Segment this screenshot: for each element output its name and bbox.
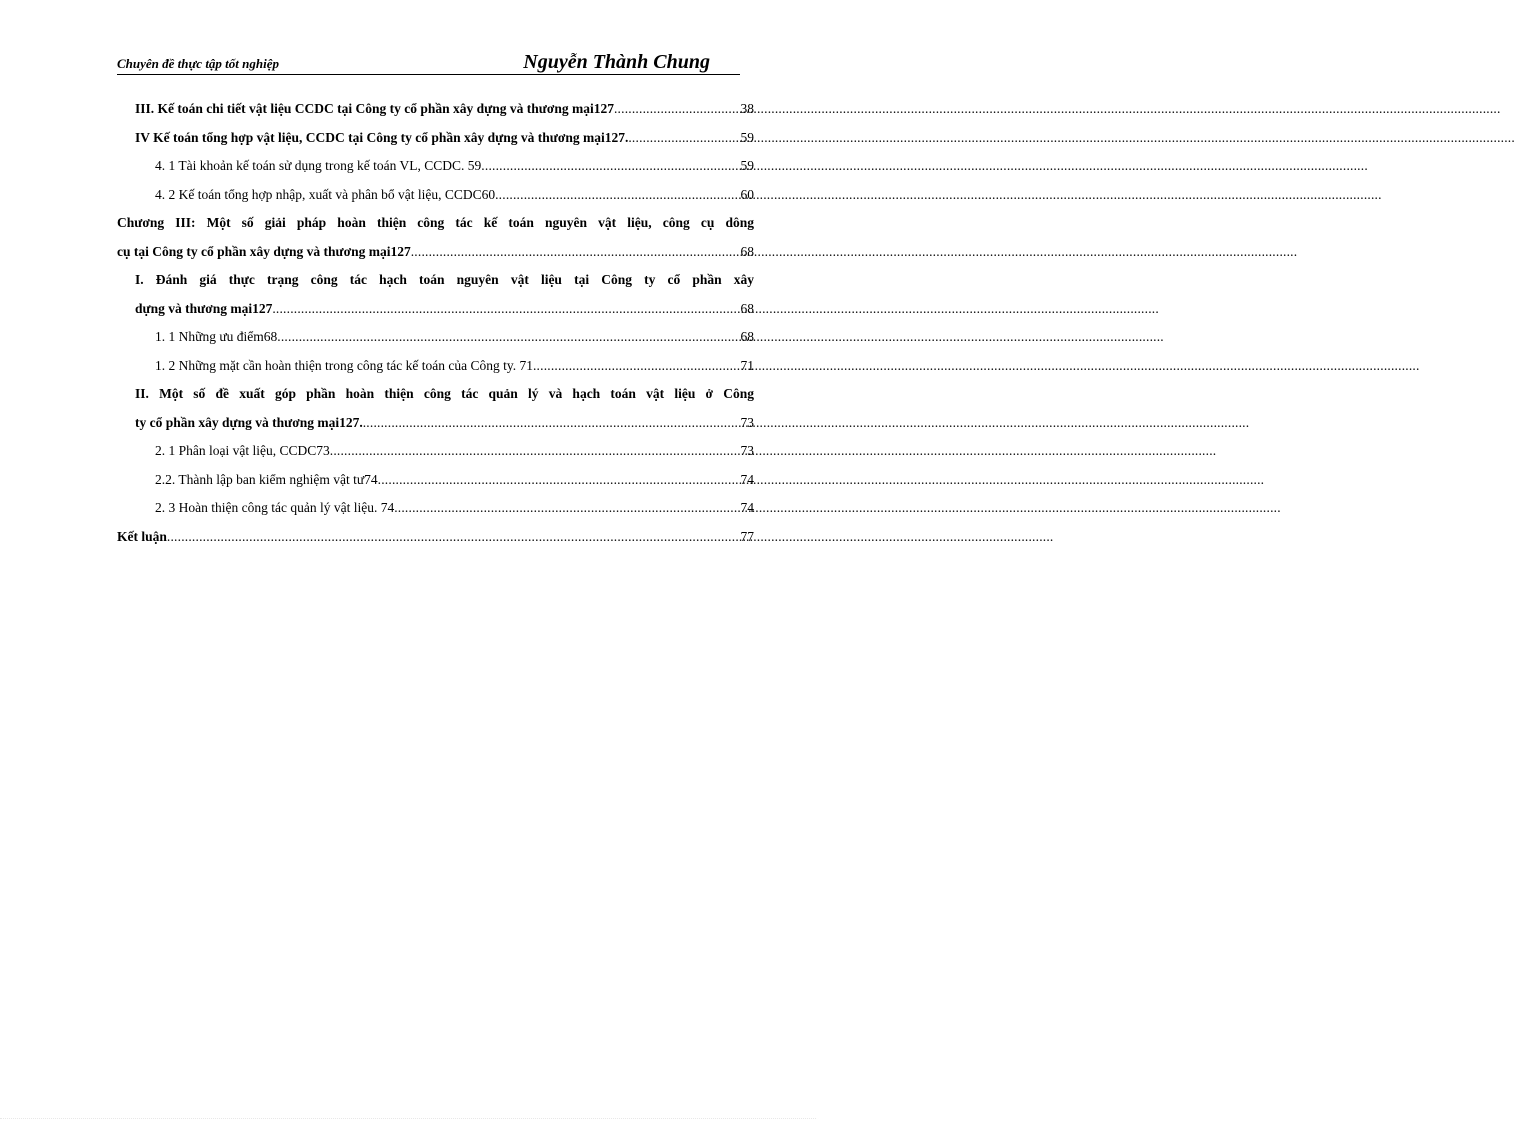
toc-entry-page: 68 <box>740 329 754 344</box>
toc-entry-page: 68 <box>740 243 754 259</box>
toc-entry-page: 59 <box>740 158 754 173</box>
toc-leader-dots <box>277 323 740 352</box>
report-title: Chuyên đề thực tập tốt nghiệp <box>117 56 279 71</box>
toc-entry-page: 73 <box>740 443 754 458</box>
toc-entry-title-line1[interactable]: I. Đánh giá thực trạng công tác hạch toán nguyên vật liệu tại Công ty cổ phần xây <box>135 272 754 287</box>
toc-entry[interactable] <box>117 352 754 381</box>
toc-leader-dots <box>330 437 741 466</box>
toc-entry[interactable] <box>117 152 754 181</box>
toc-leader-dots <box>481 152 740 181</box>
toc-entry[interactable] <box>117 323 754 352</box>
toc-entry[interactable] <box>117 523 754 552</box>
toc-leader-dots <box>614 95 741 124</box>
author-name: Nguyễn Thành Chung <box>523 51 710 73</box>
page-header <box>117 44 740 75</box>
toc-entry[interactable] <box>117 124 754 153</box>
toc-leader-dots <box>363 409 741 438</box>
toc-entry-title: 4. 1 Tài khoản kế toán sử dụng trong kế toán VL, CCDC. 59 <box>155 158 482 173</box>
toc-leader-dots <box>628 124 740 153</box>
toc-entry-title: 2. 3 Hoàn thiện công tác quản lý vật liệu. 74 <box>155 500 395 515</box>
toc-entry-title: 1. 1 Những ưu điểm68 <box>155 329 278 344</box>
toc-entry[interactable] <box>117 95 754 124</box>
toc-entry-title: ty cổ phần xây dựng và thương mại127. <box>135 414 363 430</box>
toc-entry-title: 2. 1 Phân loại vật liệu, CCDC73 <box>155 443 330 458</box>
toc-entry-page: 68 <box>740 300 754 316</box>
toc-leader-dots <box>495 181 740 210</box>
toc-entry[interactable] <box>117 295 754 324</box>
toc-entry[interactable] <box>117 494 754 523</box>
toc-entry-page: 71 <box>740 357 754 373</box>
toc-entry-title-line1[interactable]: II. Một số đề xuất góp phần hoàn thiện công tác quản lý và hạch toán vật liệu ở Công <box>135 386 754 401</box>
toc-entry[interactable] <box>117 409 754 438</box>
toc-entry[interactable] <box>117 437 754 466</box>
page-bottom-border <box>0 1118 816 1119</box>
toc-entry-title: 4. 2 Kế toán tổng hợp nhập, xuất và phân bổ vật liệu, CCDC60 <box>155 186 496 202</box>
toc-entry-title-line1[interactable]: Chương III: Một số giải pháp hoàn thiện công tác kế toán nguyên vật liệu, công cụ dông <box>117 215 754 230</box>
toc-entry[interactable] <box>117 466 754 495</box>
toc-entry-title: 2.2. Thành lập ban kiểm nghiệm vật tư74 <box>155 471 378 487</box>
toc-entry[interactable] <box>117 238 754 267</box>
toc-leader-dots <box>378 466 741 495</box>
toc-entry-title: III. Kế toán chi tiết vật liệu CCDC tại Công ty cổ phần xây dựng và thương mại127 <box>135 101 614 116</box>
toc-entry-title: dựng và thương mại127 <box>135 300 273 316</box>
toc-leader-dots <box>533 352 741 381</box>
toc-entry-page: 74 <box>740 500 754 515</box>
toc-entry-page: 73 <box>740 414 754 430</box>
toc-entry-title: 1. 2 Những mặt cần hoàn thiện trong công tác kế toán của Công ty. 71 <box>155 357 533 373</box>
toc-leader-dots <box>411 238 741 267</box>
table-of-contents <box>117 95 754 551</box>
toc-entry-title: Kết luận <box>117 528 167 544</box>
toc-entry-page: 74 <box>740 471 754 487</box>
toc-entry-title: IV Kế toán tổng hợp vật liệu, CCDC tại Công ty cổ phần xây dựng và thương mại127. <box>135 129 629 145</box>
toc-entry-title: cụ tại Công ty cổ phần xây dựng và thương mại127 <box>117 243 411 259</box>
toc-entry-page: 60 <box>740 186 754 202</box>
toc-entry-page: 59 <box>740 129 754 145</box>
toc-leader-dots <box>167 523 741 552</box>
toc-entry-page: 38 <box>740 101 754 116</box>
toc-leader-dots <box>272 295 740 324</box>
toc-entry[interactable] <box>117 181 754 210</box>
toc-leader-dots <box>394 494 740 523</box>
toc-entry-page: 77 <box>740 528 754 544</box>
